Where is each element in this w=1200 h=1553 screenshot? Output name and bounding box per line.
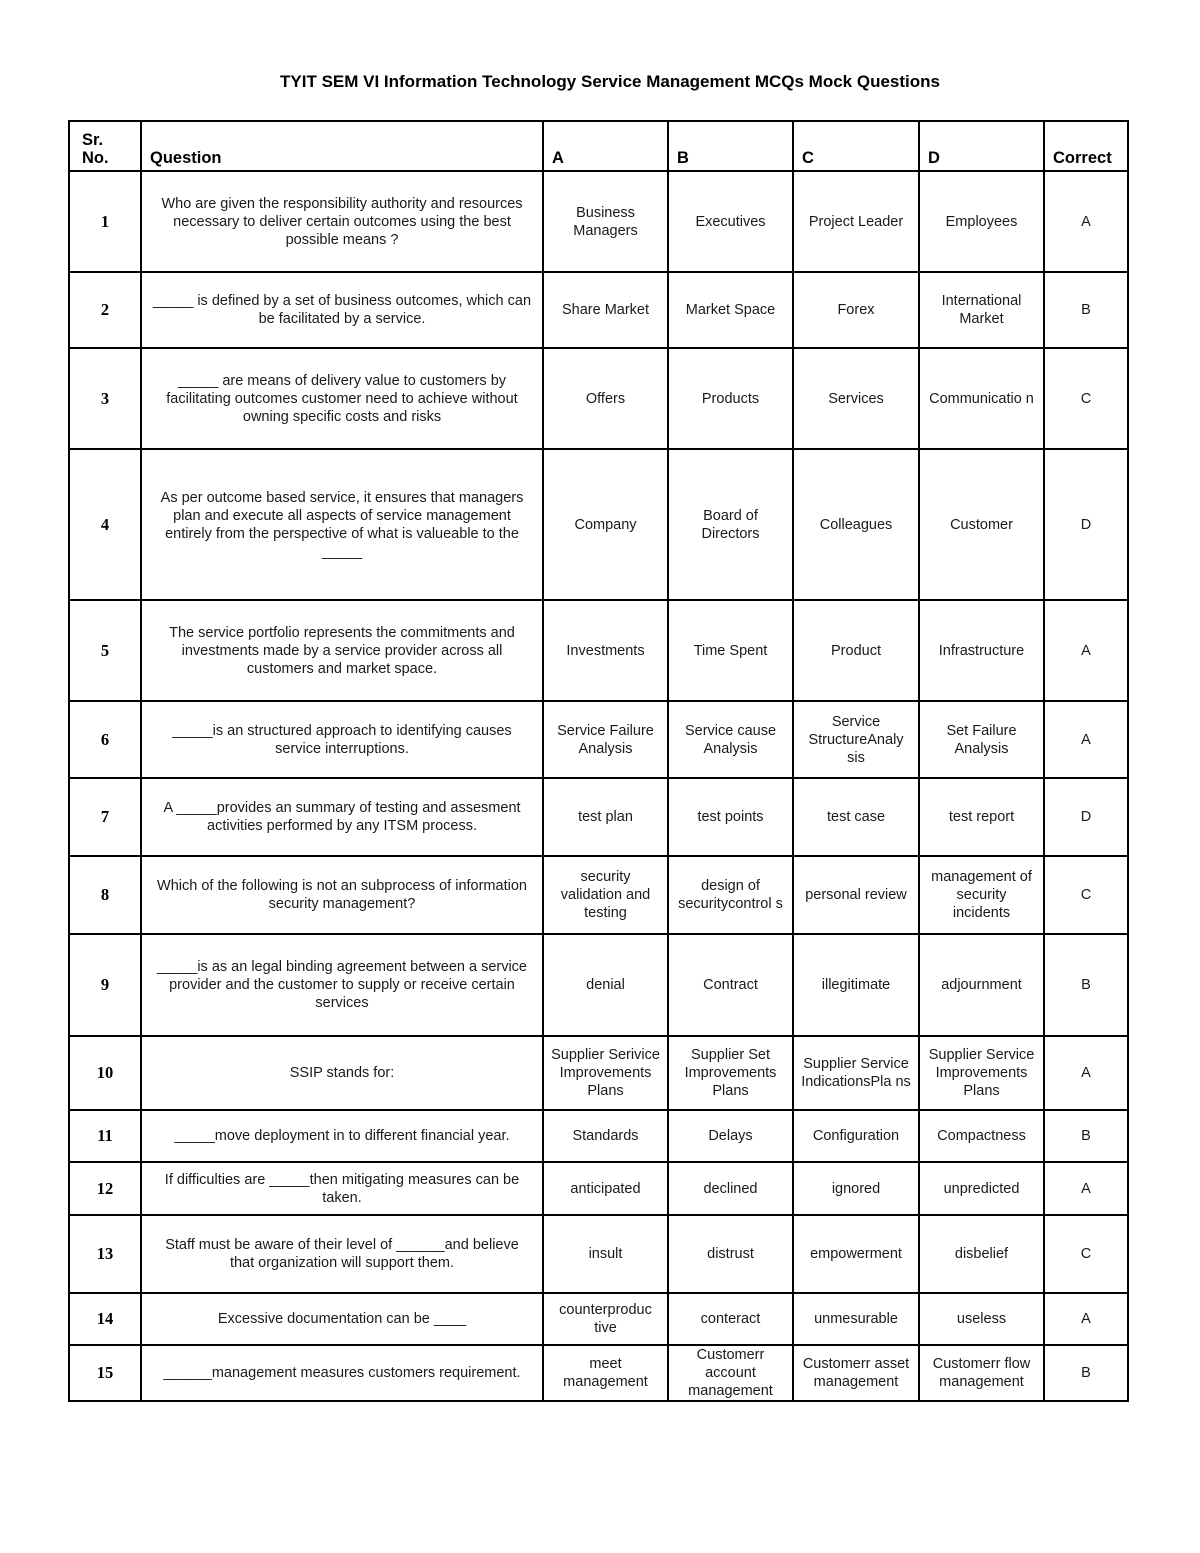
option-b: Products (668, 348, 793, 449)
header-option-b: B (668, 121, 793, 171)
row-number: 8 (69, 856, 141, 934)
question-text: SSIP stands for: (141, 1036, 543, 1110)
table-row (69, 1215, 1128, 1293)
row-number: 7 (69, 778, 141, 856)
option-b: Supplier Set Improvements Plans (668, 1036, 793, 1110)
option-b: test points (668, 778, 793, 856)
option-c: Customerr asset management (793, 1345, 919, 1401)
question-text: The service portfolio represents the commitments and investments made by a service provider across all customers and market space. (141, 600, 543, 701)
table-row (69, 778, 1128, 856)
option-d: unpredicted (919, 1162, 1044, 1215)
row-number: 3 (69, 348, 141, 449)
correct-answer: B (1044, 1110, 1128, 1162)
option-c: Configuration (793, 1110, 919, 1162)
option-d: Customerr flow management (919, 1345, 1044, 1401)
option-d: Employees (919, 171, 1044, 272)
question-text: If difficulties are _____then mitigating measures can be taken. (141, 1162, 543, 1215)
option-c: ignored (793, 1162, 919, 1215)
table-row (69, 1110, 1128, 1162)
option-b: Delays (668, 1110, 793, 1162)
header-option-d: D (919, 121, 1044, 171)
page-title: TYIT SEM VI Information Technology Service Management MCQs Mock Questions (280, 72, 940, 91)
header-question: Question (141, 121, 543, 171)
header-row (69, 121, 1128, 171)
option-d: Communicatio n (919, 348, 1044, 449)
question-text: _____is an structured approach to identifying causes service interruptions. (141, 701, 543, 778)
option-c: personal review (793, 856, 919, 934)
table-row (69, 701, 1128, 778)
table-row (69, 348, 1128, 449)
question-text: _____is as an legal binding agreement between a service provider and the customer to supply or receive certain services (141, 934, 543, 1036)
correct-answer: D (1044, 449, 1128, 600)
option-c: Services (793, 348, 919, 449)
option-c: Product (793, 600, 919, 701)
option-b: Board of Directors (668, 449, 793, 600)
header-option-c: C (793, 121, 919, 171)
option-c: Service StructureAnaly sis (793, 701, 919, 778)
option-a: security validation and testing (543, 856, 668, 934)
option-a: Standards (543, 1110, 668, 1162)
option-a: Supplier Serivice Improvements Plans (543, 1036, 668, 1110)
question-text: Staff must be aware of their level of ______and believe that organization will support them. (141, 1215, 543, 1293)
option-b: Service cause Analysis (668, 701, 793, 778)
option-b: declined (668, 1162, 793, 1215)
row-number: 12 (69, 1162, 141, 1215)
option-a: insult (543, 1215, 668, 1293)
correct-answer: B (1044, 934, 1128, 1036)
option-a: meet management (543, 1345, 668, 1401)
correct-answer: C (1044, 348, 1128, 449)
question-text: As per outcome based service, it ensures that managers plan and execute all aspects of service management entirely from the perspective of what is valueable to the _____ (141, 449, 543, 600)
row-number: 14 (69, 1293, 141, 1345)
question-text: A _____provides an summary of testing and assesment activities performed by any ITSM process. (141, 778, 543, 856)
option-d: test report (919, 778, 1044, 856)
row-number: 15 (69, 1345, 141, 1401)
question-text: _____move deployment in to different financial year. (141, 1110, 543, 1162)
option-a: Business Managers (543, 171, 668, 272)
option-d: adjournment (919, 934, 1044, 1036)
option-b: conteract (668, 1293, 793, 1345)
row-number: 1 (69, 171, 141, 272)
correct-answer: A (1044, 1162, 1128, 1215)
option-a: Company (543, 449, 668, 600)
option-a: Investments (543, 600, 668, 701)
question-text: Who are given the responsibility authority and resources necessary to deliver certain outcomes using the best possible means ? (141, 171, 543, 272)
option-b: distrust (668, 1215, 793, 1293)
table-row (69, 1345, 1128, 1401)
header-correct: Correct (1044, 121, 1128, 171)
table-row (69, 856, 1128, 934)
option-c: unmesurable (793, 1293, 919, 1345)
option-a: denial (543, 934, 668, 1036)
option-a: test plan (543, 778, 668, 856)
row-number: 13 (69, 1215, 141, 1293)
correct-answer: A (1044, 171, 1128, 272)
option-d: Compactness (919, 1110, 1044, 1162)
table-row (69, 1162, 1128, 1215)
row-number: 9 (69, 934, 141, 1036)
header-option-a: A (543, 121, 668, 171)
row-number: 10 (69, 1036, 141, 1110)
correct-answer: A (1044, 600, 1128, 701)
option-d: Supplier Service Improvements Plans (919, 1036, 1044, 1110)
row-number: 4 (69, 449, 141, 600)
row-number: 5 (69, 600, 141, 701)
correct-answer: B (1044, 1345, 1128, 1401)
option-b: Contract (668, 934, 793, 1036)
correct-answer: A (1044, 1293, 1128, 1345)
question-text: _____ is defined by a set of business outcomes, which can be facilitated by a service. (141, 272, 543, 348)
option-a: Offers (543, 348, 668, 449)
correct-answer: C (1044, 1215, 1128, 1293)
option-d: management of security incidents (919, 856, 1044, 934)
option-a: Share Market (543, 272, 668, 348)
option-c: Forex (793, 272, 919, 348)
option-c: empowerment (793, 1215, 919, 1293)
option-d: useless (919, 1293, 1044, 1345)
question-text: _____ are means of delivery value to customers by facilitating outcomes customer need to achieve without owning specific costs and risks (141, 348, 543, 449)
option-b: Executives (668, 171, 793, 272)
option-b: design of securitycontrol s (668, 856, 793, 934)
mcq-table (68, 120, 1129, 1402)
correct-answer: B (1044, 272, 1128, 348)
option-c: illegitimate (793, 934, 919, 1036)
row-number: 6 (69, 701, 141, 778)
option-c: Colleagues (793, 449, 919, 600)
option-a: anticipated (543, 1162, 668, 1215)
option-d: disbelief (919, 1215, 1044, 1293)
option-d: Customer (919, 449, 1044, 600)
correct-answer: A (1044, 1036, 1128, 1110)
correct-answer: D (1044, 778, 1128, 856)
question-text: Excessive documentation can be ____ (141, 1293, 543, 1345)
question-text: ______management measures customers requirement. (141, 1345, 543, 1401)
table-row (69, 1293, 1128, 1345)
option-b: Time Spent (668, 600, 793, 701)
row-number: 2 (69, 272, 141, 348)
option-d: International Market (919, 272, 1044, 348)
table-row (69, 600, 1128, 701)
row-number: 11 (69, 1110, 141, 1162)
option-a: counterproduc tive (543, 1293, 668, 1345)
option-c: Project Leader (793, 171, 919, 272)
option-d: Infrastructure (919, 600, 1044, 701)
table-row (69, 171, 1128, 272)
table-row (69, 1036, 1128, 1110)
option-c: test case (793, 778, 919, 856)
option-b: Market Space (668, 272, 793, 348)
option-b: Customerr account management (668, 1345, 793, 1401)
table-row (69, 934, 1128, 1036)
question-text: Which of the following is not an subprocess of information security management? (141, 856, 543, 934)
correct-answer: A (1044, 701, 1128, 778)
table-row (69, 272, 1128, 348)
correct-answer: C (1044, 856, 1128, 934)
option-a: Service Failure Analysis (543, 701, 668, 778)
option-d: Set Failure Analysis (919, 701, 1044, 778)
header-sr-no: Sr. No. (69, 121, 141, 171)
option-c: Supplier Service IndicationsPla ns (793, 1036, 919, 1110)
table-row (69, 449, 1128, 600)
